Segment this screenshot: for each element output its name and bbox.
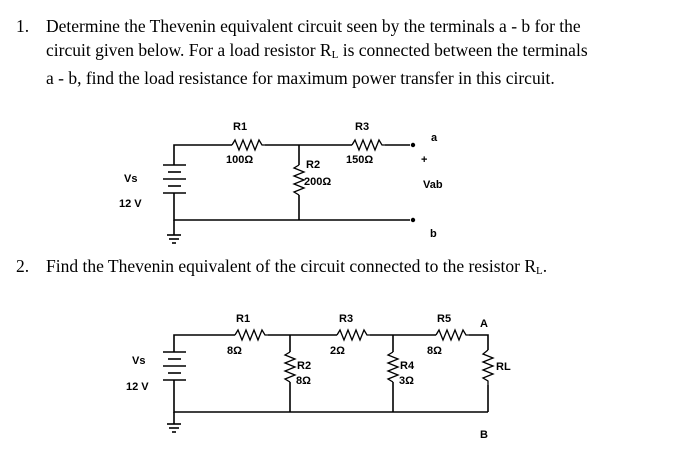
circuit-1-plus-sign: + xyxy=(421,154,428,166)
circuit-2-r1-zigzag xyxy=(235,330,268,340)
circuit-2-node-a-label: A xyxy=(480,318,488,330)
circuit-2-r2-name: R2 xyxy=(297,360,312,372)
question-2-line-1-start: Find the Thevenin equivalent of the circuit connected to the resistor R xyxy=(46,256,537,276)
circuit-1-terminal-a-label: a xyxy=(431,132,438,144)
circuit-2-r4-name: R4 xyxy=(400,360,415,372)
circuit-1-source-value: 12 V xyxy=(119,198,142,210)
question-1-number: 1. xyxy=(16,16,30,36)
circuit-2-r4-value: 3Ω xyxy=(399,375,414,387)
circuit-2-source-name: Vs xyxy=(132,355,146,367)
circuit-1-r3-name: R3 xyxy=(355,121,370,133)
question-1-subscript: L xyxy=(331,48,339,61)
circuit-1-r2-value: 200Ω xyxy=(304,176,332,188)
question-1-line-1: Determine the Thevenin equivalent circuit seen by the terminals a - b for the xyxy=(46,16,581,36)
question-2-number: 2. xyxy=(16,256,30,276)
circuit-1-source-name: Vs xyxy=(124,173,138,185)
circuit-2-r2-value: 8Ω xyxy=(296,375,311,387)
circuit-2-r3-value: 2Ω xyxy=(330,345,345,357)
circuit-1-r1-value: 100Ω xyxy=(226,154,254,166)
circuit-2-r4-zigzag xyxy=(388,352,398,382)
circuit-2-r1-value: 8Ω xyxy=(227,345,242,357)
circuit-2-r1-name: R1 xyxy=(236,313,251,325)
circuit-2-source-value: 12 V xyxy=(126,381,149,393)
circuit-2-r3-zigzag xyxy=(337,330,370,340)
circuit-2-rl-zigzag xyxy=(483,350,493,385)
circuit-2-r5-value: 8Ω xyxy=(427,345,442,357)
circuit-2-battery-icon xyxy=(163,352,186,380)
question-1-line-3: a - b, find the load resistance for maximum power transfer in this circuit. xyxy=(46,68,555,88)
question-1-line-2-start: circuit given below. For a load resistor R xyxy=(46,39,332,60)
circuit-2-node-b-label: B xyxy=(480,429,488,441)
question-1-line-2-end: is connected between the terminals xyxy=(338,39,588,60)
circuit-1-r2-name: R2 xyxy=(306,159,321,171)
question-2-subscript: L xyxy=(536,265,543,277)
circuit-2-rl-name: RL xyxy=(496,361,511,373)
circuit-2-r5-zigzag xyxy=(436,330,469,340)
circuit-1-terminal-b-label: b xyxy=(430,228,437,240)
circuit-1-r3-value: 150Ω xyxy=(346,154,374,166)
circuit-1-r1-name: R1 xyxy=(233,121,248,133)
question-2-line-1-end: . xyxy=(542,256,548,276)
circuit-2-r5-name: R5 xyxy=(437,313,452,325)
circuit-2-r2-zigzag xyxy=(285,352,295,382)
circuit-1-voltage-label: Vab xyxy=(423,179,443,191)
circuit-2-r3-name: R3 xyxy=(339,313,354,325)
